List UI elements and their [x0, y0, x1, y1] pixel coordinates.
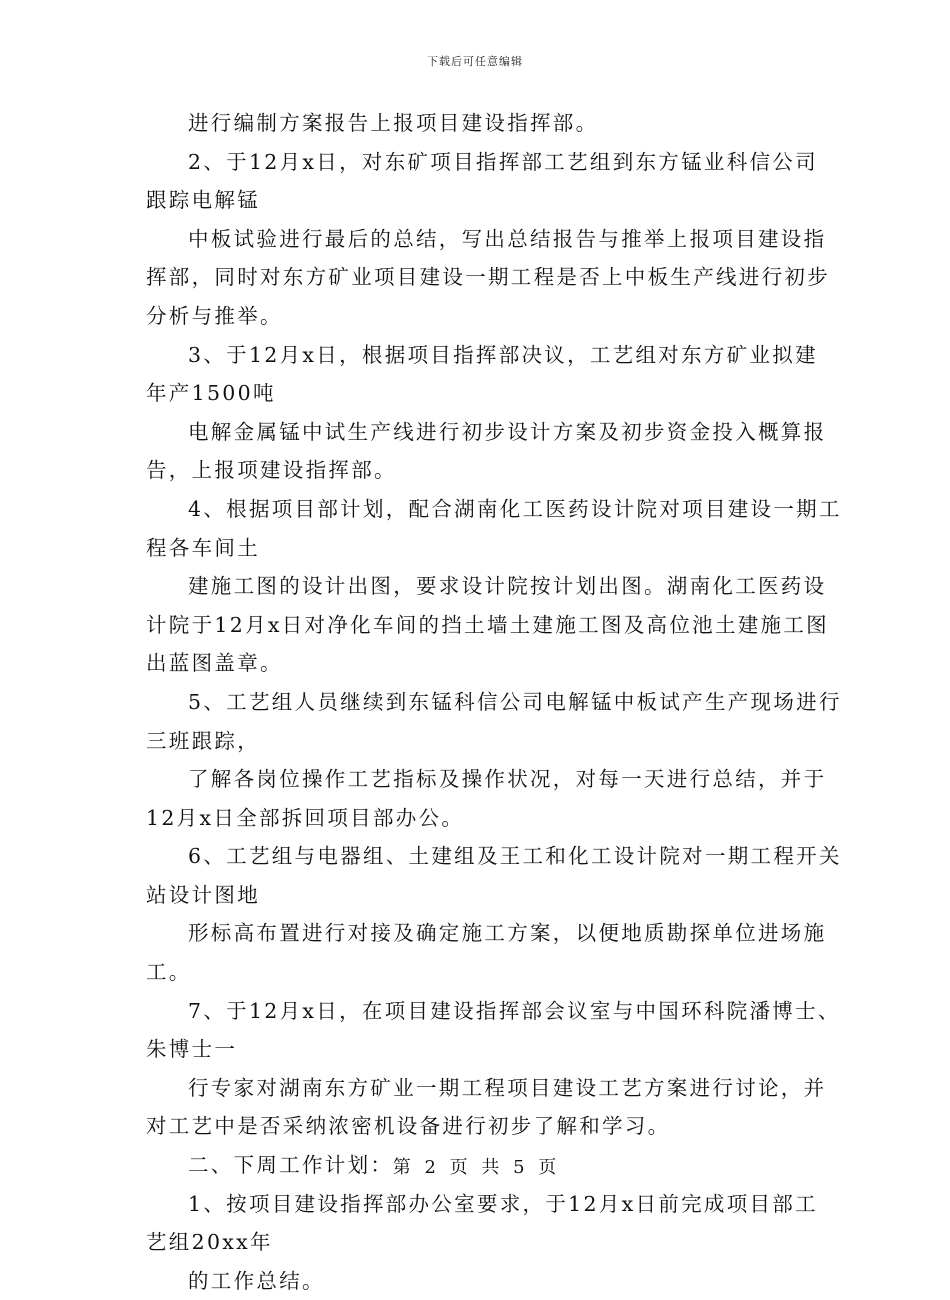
text-line: 行专家对湖南东方矿业一期工程项目建设工艺方案进行讨论，并: [188, 1075, 827, 1100]
text-line: 进行编制方案报告上报项目建设指挥部。: [188, 111, 599, 135]
text-line: 告，上报项建设指挥部。: [146, 458, 397, 483]
text-line: 朱博士一: [146, 1037, 238, 1062]
text-line: 形标高布置进行对接及确定施工方案，以便地质勘探单位进场施: [188, 921, 827, 946]
text-line: 跟踪电解锰: [146, 188, 260, 213]
text-line: 建施工图的设计出图，要求设计院按计划出图。湖南化工医药设: [188, 574, 827, 599]
page-header: 下载后可任意编辑: [427, 55, 523, 68]
text-line: 12月x日全部拆回项目部办公。: [146, 805, 465, 830]
footer-label-ye: 页: [449, 1157, 469, 1178]
footer-label-gong: 共: [481, 1157, 501, 1178]
text-line: 分析与推举。: [146, 303, 283, 328]
text-line: 计院于12月x日对净化车间的挡土墙土建施工图及高位池土建施工图: [146, 612, 829, 637]
text-line: 的工作总结。: [188, 1268, 325, 1293]
text-line: 3、于12月x日，根据项目指挥部决议，工艺组对东方矿业拟建: [188, 342, 818, 367]
section-heading: 二、下周工作计划：: [188, 1153, 394, 1178]
text-line: 中板试验进行最后的总结，写出总结报告与推举上报项目建设指: [188, 226, 827, 251]
text-line: 程各车间土: [146, 535, 260, 560]
page-footer: [0, 1153, 950, 1179]
text-line: 年产1500吨: [146, 381, 276, 406]
text-line: 对工艺中是否采纳浓密机设备进行初步了解和学习。: [146, 1114, 671, 1139]
text-line: 三班跟踪，: [146, 728, 260, 753]
text-line: 工。: [146, 960, 192, 985]
document-body: [146, 104, 842, 1300]
total-page-count: 5: [513, 1157, 526, 1178]
text-line: 6、工艺组与电器组、土建组及王工和化工设计院对一期工程开关: [188, 844, 842, 869]
text-line: 1、按项目建设指挥部办公室要求，于12月x日前完成项目部工: [188, 1191, 818, 1216]
text-line: 5、工艺组人员继续到东锰科信公司电解锰中板试产生产现场进行: [188, 689, 842, 714]
text-line: 站设计图地: [146, 882, 260, 907]
text-line: 7、于12月x日，在项目建设指挥部会议室与中国环科院潘博士、: [188, 998, 841, 1023]
footer-label-ye-2: 页: [538, 1157, 558, 1178]
footer-label-di: 第: [392, 1157, 412, 1178]
text-line: 2、于12月x日，对东矿项目指挥部工艺组到东方锰业科信公司: [188, 149, 818, 174]
text-line: 4、根据项目部计划，配合湖南化工医药设计院对项目建设一期工: [188, 496, 842, 521]
current-page-number: 2: [424, 1157, 437, 1178]
text-line: 艺组20xx年: [146, 1230, 273, 1255]
text-line: 出蓝图盖章。: [146, 651, 283, 676]
text-line: 了解各岗位操作工艺指标及操作状况，对每一天进行总结，并于: [188, 767, 827, 792]
text-line: 挥部，同时对东方矿业项目建设一期工程是否上中板生产线进行初步: [146, 265, 830, 290]
text-line: 电解金属锰中试生产线进行初步设计方案及初步资金投入概算报: [188, 419, 827, 444]
